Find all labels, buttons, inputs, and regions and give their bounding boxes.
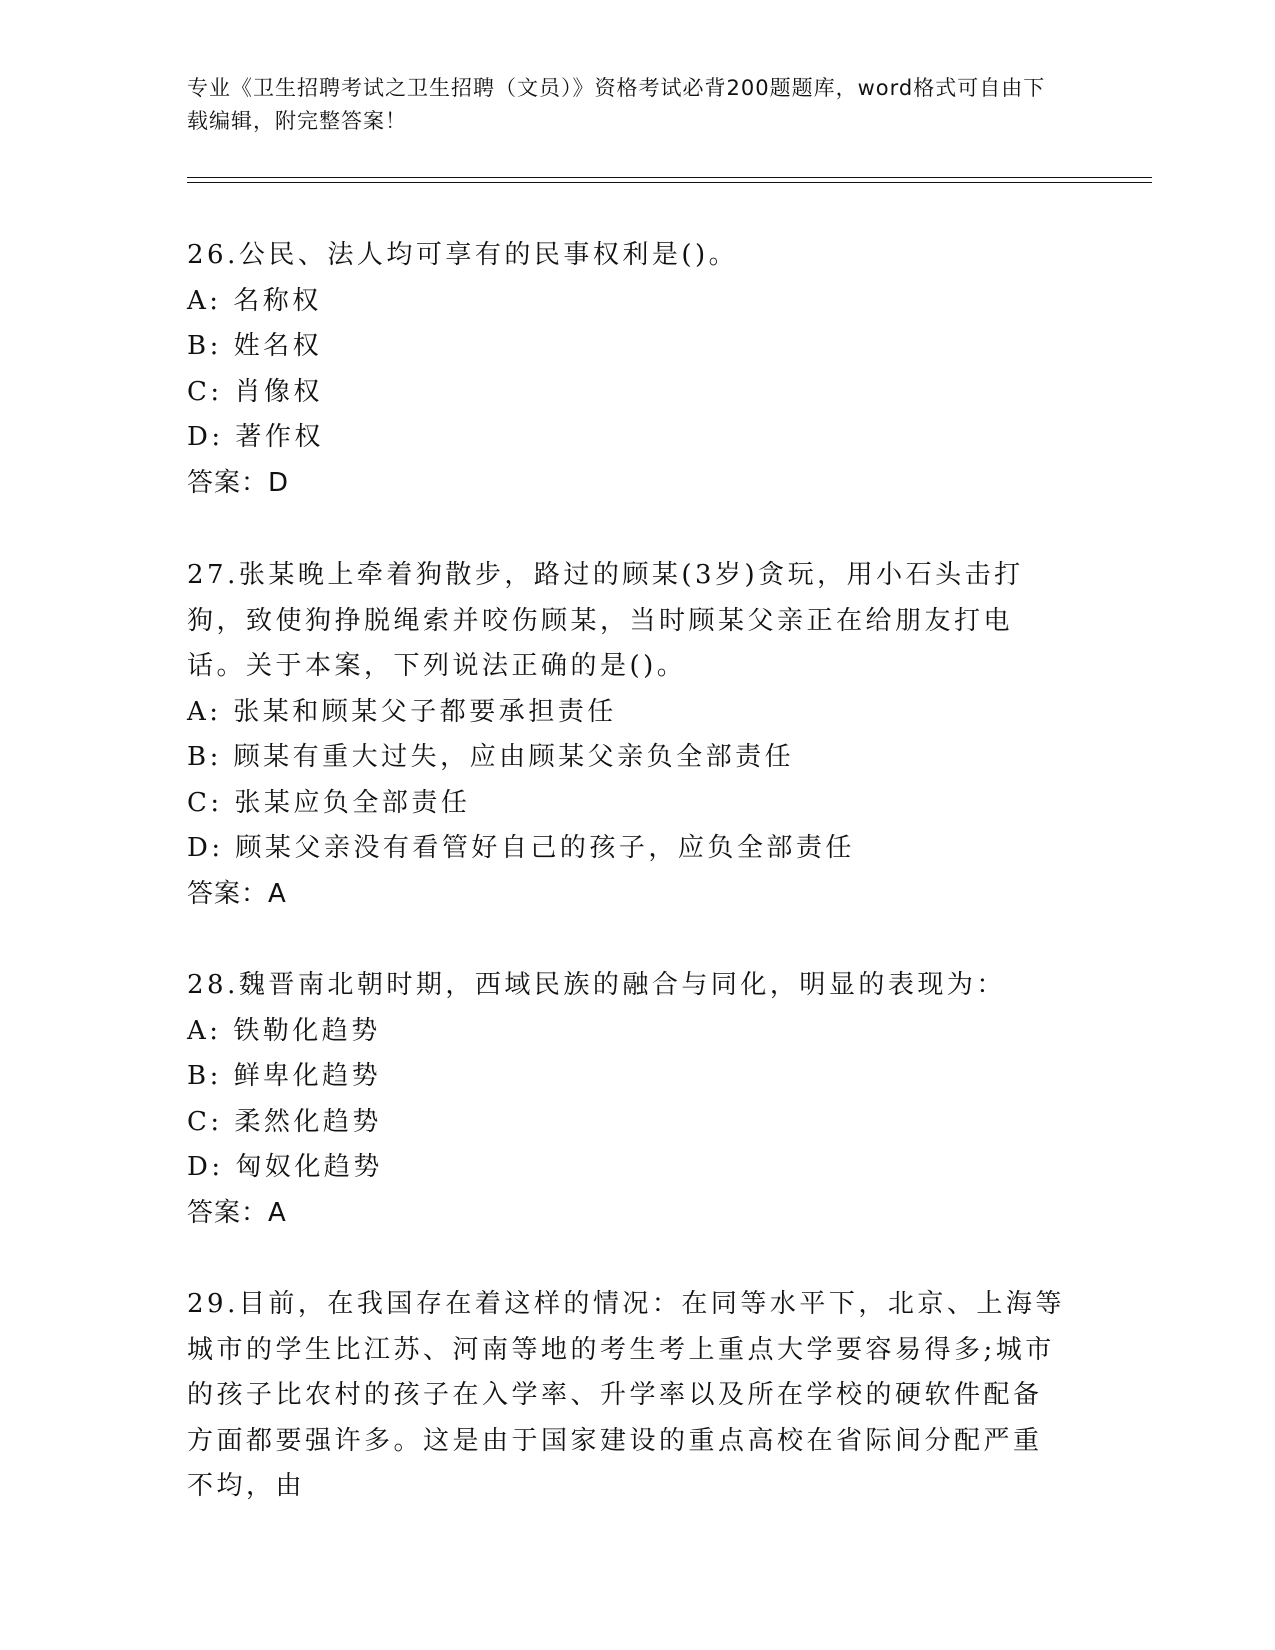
option-a: A: 铁勒化趋势 <box>187 1015 381 1046</box>
option-b: B: 顾某有重大过失，应由顾某父亲负全部责任 <box>187 742 795 772</box>
header-divider-bottom <box>187 182 1152 183</box>
answer-line: 答案：A <box>187 1197 287 1228</box>
answer-line: 答案：D <box>187 467 290 498</box>
question-26 <box>187 233 1067 506</box>
question-stem: 29.目前，在我国存在着这样的情况：在同等水平下，北京、上海等城市的学生比江苏、河南等地的考生考上重点大学要容易得多;城市的孩子比农村的孩子在入学率、升学率以及所在学校的硬软件配备方面都要强许多。这是由于国家建设的重点高校在省际间分配严重不均，由 <box>187 1289 1065 1501</box>
option-a: A: 名称权 <box>187 285 322 316</box>
option-d: D: 顾某父亲没有看管好自己的孩子，应负全部责任 <box>187 833 855 863</box>
answer-line: 答案：A <box>187 878 287 909</box>
option-c: C: 柔然化趋势 <box>187 1106 382 1137</box>
question-28 <box>187 963 1067 1236</box>
option-d: D: 匈奴化趋势 <box>187 1152 383 1182</box>
option-c: C: 肖像权 <box>187 376 323 407</box>
question-stem: 27.张某晚上牵着狗散步，路过的顾某(3岁)贪玩，用小石头击打狗，致使狗挣脱绳索并咬伤顾某，当时顾某父亲正在给朋友打电话。关于本案，下列说法正确的是()。 <box>187 560 1024 681</box>
question-29 <box>187 1282 1067 1510</box>
header-divider-top <box>187 177 1152 178</box>
document-header: 专业《卫生招聘考试之卫生招聘（文员）》资格考试必背200题题库，word格式可自由下载编辑，附完整答案！ <box>187 76 1046 133</box>
question-27 <box>187 553 1067 917</box>
question-stem: 26.公民、法人均可享有的民事权利是()。 <box>187 240 739 270</box>
option-c: C: 张某应负全部责任 <box>187 787 471 818</box>
option-b: B: 鲜卑化趋势 <box>187 1061 382 1091</box>
option-a: A: 张某和顾某父子都要承担责任 <box>187 696 617 727</box>
option-d: D: 著作权 <box>187 422 324 452</box>
option-b: B: 姓名权 <box>187 331 323 361</box>
question-stem: 28.魏晋南北朝时期，西域民族的融合与同化，明显的表现为： <box>187 970 1006 1000</box>
